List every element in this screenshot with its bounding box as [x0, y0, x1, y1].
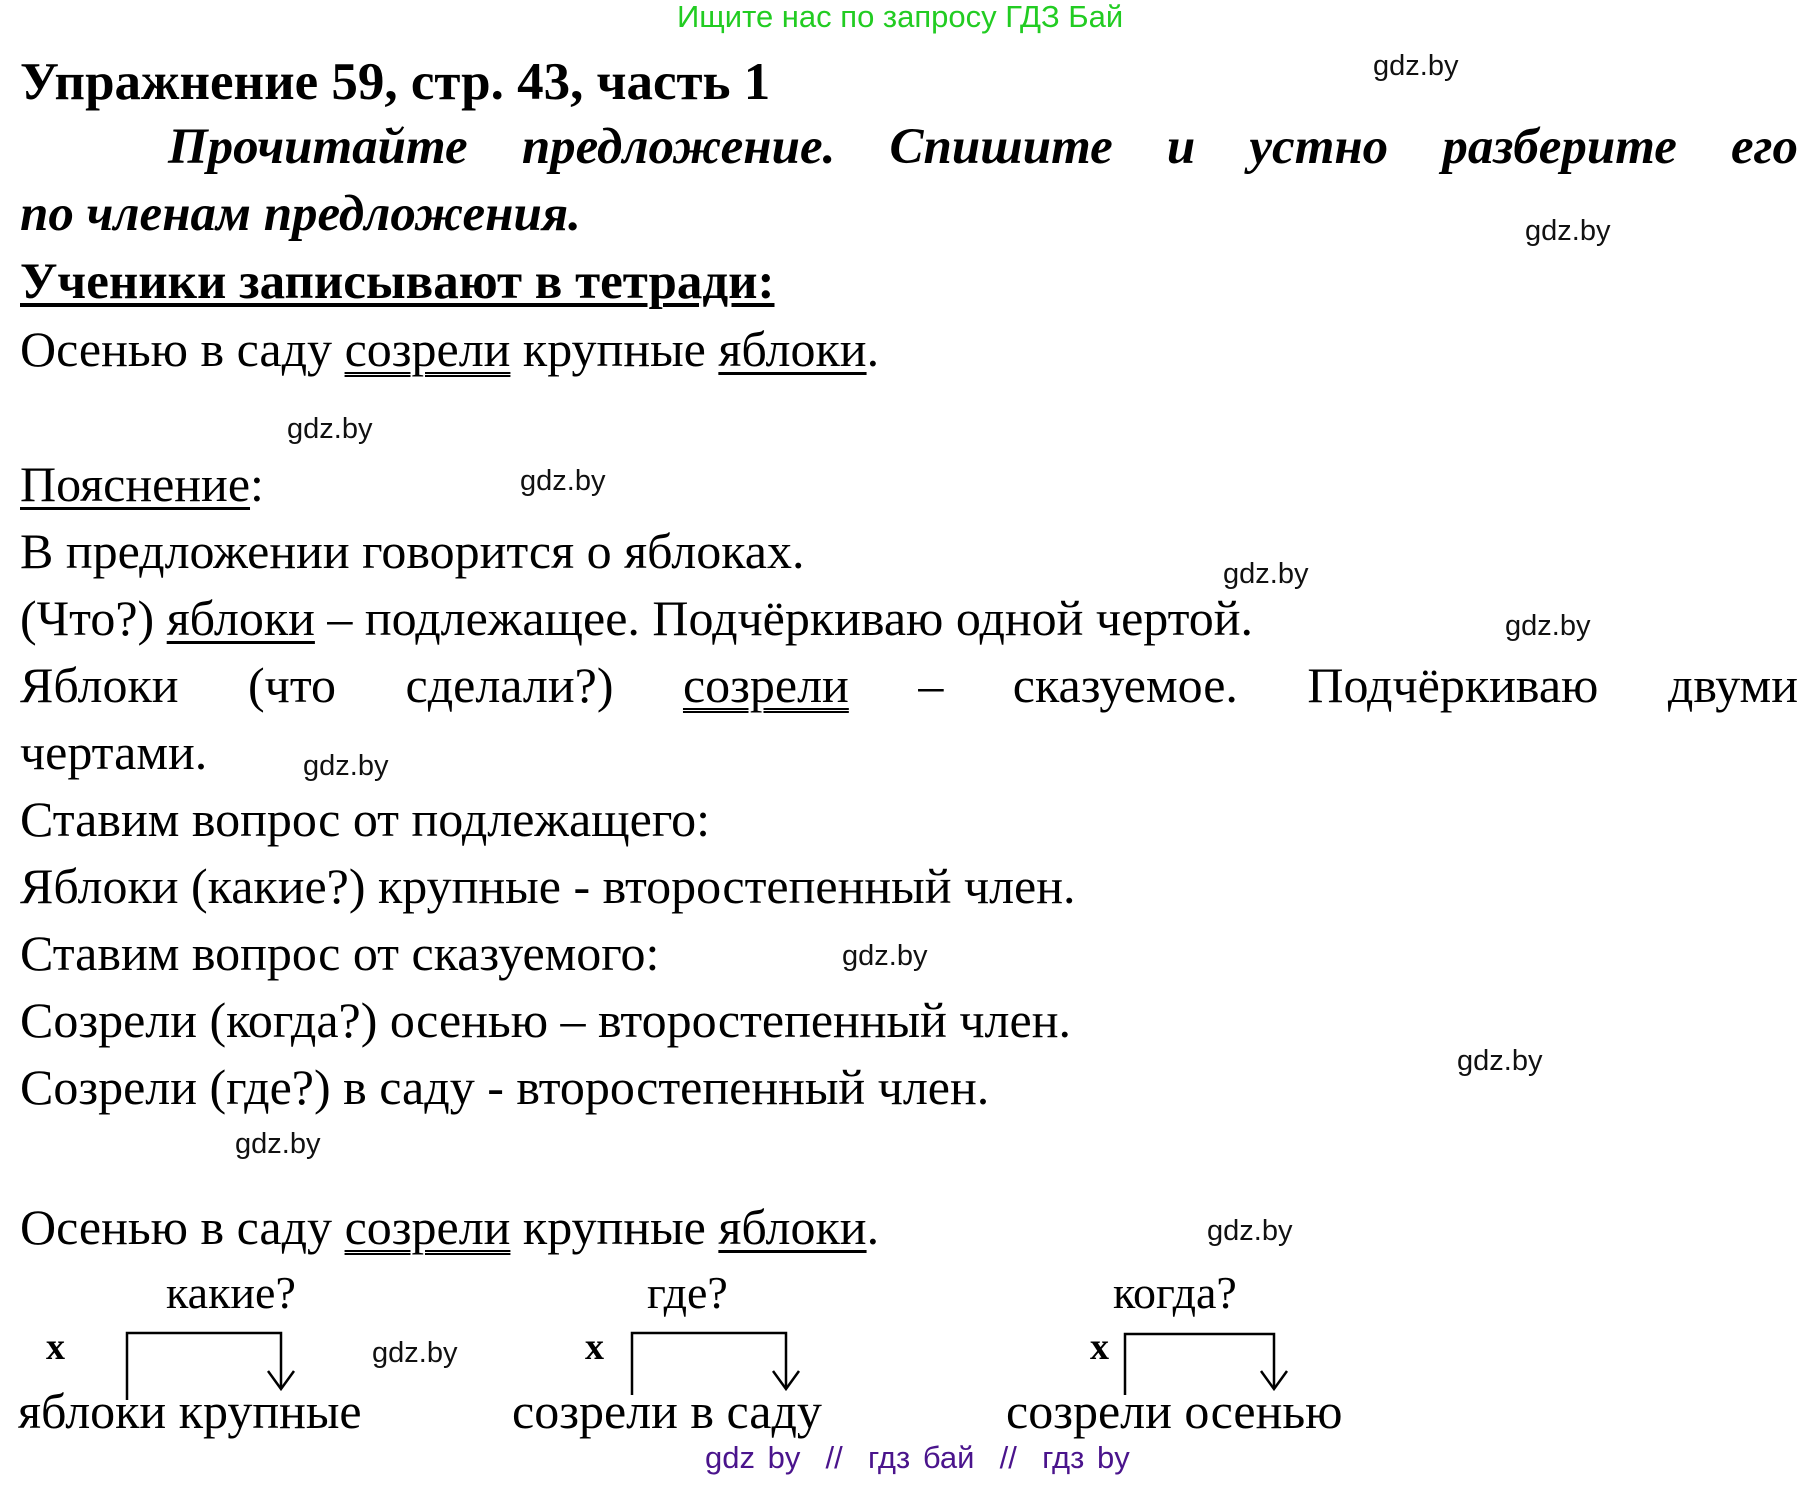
sentence-text: крупные [510, 321, 719, 377]
subject-word: яблоки [166, 590, 315, 646]
watermark: gdz.by [1207, 1215, 1293, 1247]
instruction-word: Прочитайте [168, 119, 468, 175]
instruction-word: и [1166, 119, 1196, 175]
predicate-word: созрели [344, 321, 511, 377]
search-banner: Ищите нас по запросу ГДЗ Бай [677, 0, 1124, 34]
diagram-question: какие? [166, 1267, 296, 1318]
explanation-line: Созрели (когда?) осенью – второстепенный член. [20, 992, 1071, 1048]
instruction-word: Спишите [889, 119, 1113, 175]
watermark: gdz.by [1223, 558, 1309, 590]
diagram-phrase: яблоки крупные [18, 1383, 362, 1439]
watermark: gdz.by [1525, 215, 1611, 247]
explanation-line: Ставим вопрос от подлежащего: [20, 791, 710, 847]
explanation-line: Яблоки (какие?) крупные - второстепенный член. [20, 858, 1076, 914]
predicate-line-word: двуми [1667, 657, 1798, 713]
instruction-word: предложение. [521, 119, 836, 175]
subject-line-text: – подлежащее. Подчёркиваю одной чертой. [314, 590, 1254, 646]
subject-word: яблоки [718, 321, 867, 377]
diagram-question: когда? [1113, 1267, 1237, 1318]
predicate-line-word: сказуемое. [1012, 657, 1238, 713]
predicate-line-continuation: чертами. [20, 724, 208, 780]
watermark: gdz.by [372, 1337, 458, 1369]
instruction-word: разберите [1442, 119, 1677, 175]
watermark: gdz.by [1373, 50, 1459, 82]
subject-word: яблоки [718, 1199, 867, 1255]
watermark: gdz.by [520, 465, 606, 497]
predicate-word: созрели [682, 657, 849, 713]
footer-watermark: gdz by // гдз бай // гдз by [705, 1440, 1130, 1475]
subject-line-text: (Что?) [20, 590, 167, 646]
sentence-punct: . [866, 321, 880, 377]
watermark: gdz.by [842, 940, 928, 972]
dependent-marker: x [585, 1326, 604, 1368]
watermark: gdz.by [235, 1128, 321, 1160]
section-heading: Ученики записывают в тетради: [20, 254, 775, 310]
predicate-line-word: Подчёркиваю [1307, 657, 1599, 713]
dependent-marker: x [1090, 1326, 1109, 1368]
watermark: gdz.by [1505, 610, 1591, 642]
explanation-line: Созрели (где?) в саду - второстепенный член. [20, 1059, 990, 1115]
predicate-line-word: сделали?) [405, 657, 614, 713]
watermark: gdz.by [287, 413, 373, 445]
explanation-label-text: Пояснение [20, 456, 251, 512]
colon: : [250, 456, 264, 512]
predicate-line-word: Яблоки [20, 657, 179, 713]
sentence-text: Осенью в саду [20, 321, 345, 377]
diagram-question: где? [647, 1267, 728, 1318]
sentence-text: Осенью в саду [20, 1199, 345, 1255]
page-title: Упражнение 59, стр. 43, часть 1 [20, 53, 771, 111]
explanation-line: В предложении говорится о яблоках. [20, 523, 805, 579]
explanation-line: Ставим вопрос от сказуемого: [20, 925, 660, 981]
sentence-text: крупные [510, 1199, 719, 1255]
instruction-word: его [1730, 119, 1798, 175]
diagram-phrase: созрели в саду [512, 1383, 822, 1439]
predicate-line-word: – [918, 657, 944, 713]
instruction-word: устно [1249, 119, 1389, 175]
instruction-line-2: по членам предложения. [20, 186, 581, 242]
sentence-punct: . [866, 1199, 880, 1255]
watermark: gdz.by [1457, 1045, 1543, 1077]
predicate-word: созрели [344, 1199, 511, 1255]
diagram-phrase: созрели осенью [1006, 1383, 1343, 1439]
watermark: gdz.by [303, 750, 389, 782]
dependent-marker: x [46, 1326, 65, 1368]
predicate-line-word: (что [248, 657, 337, 713]
